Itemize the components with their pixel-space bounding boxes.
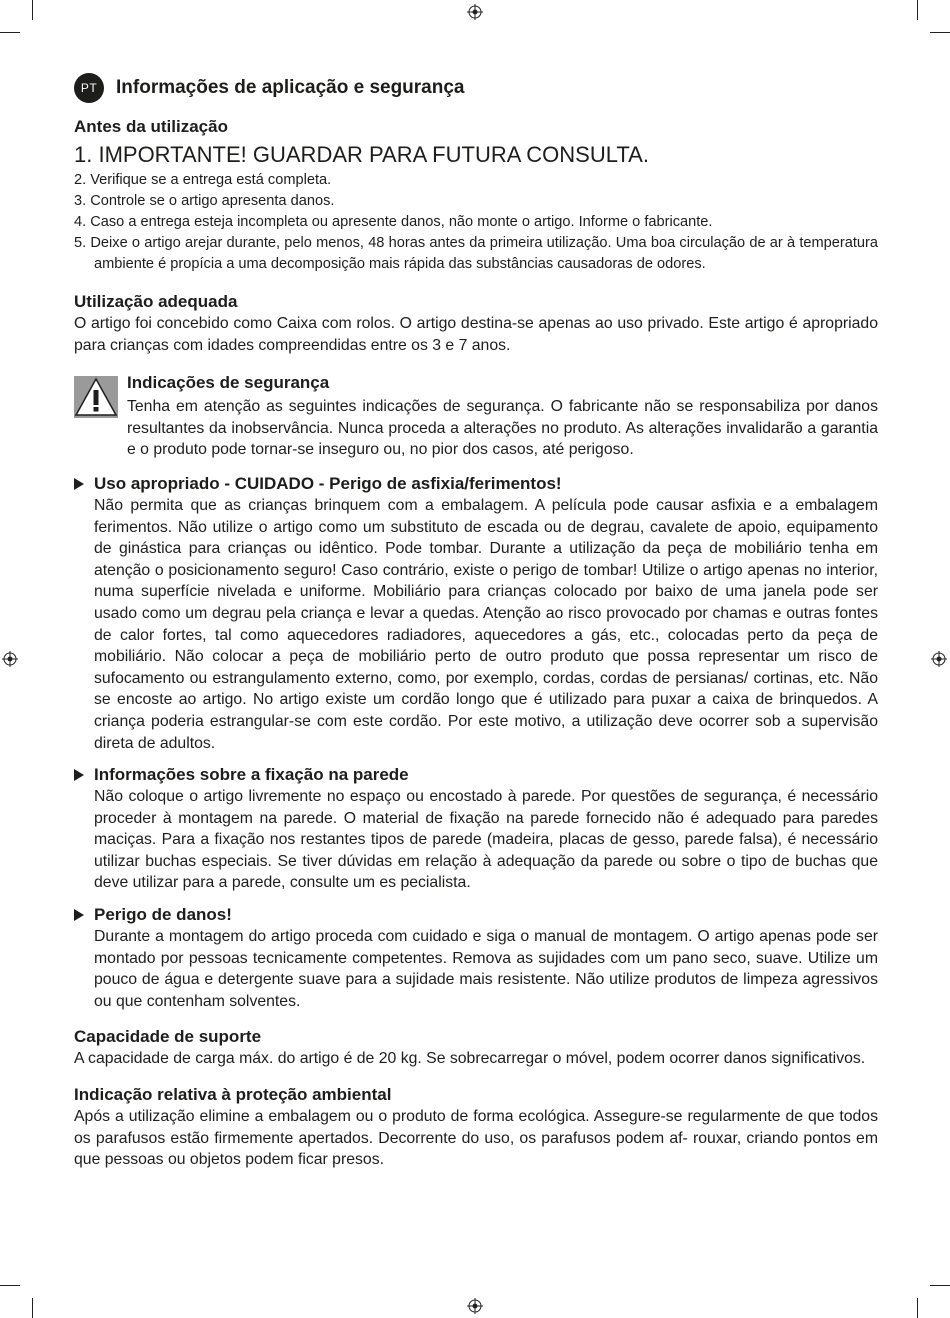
section-heading: Antes da utilização bbox=[74, 117, 228, 136]
crop-mark bbox=[917, 0, 918, 20]
crop-mark bbox=[930, 1285, 950, 1286]
page-title: Informações de aplicação e segurança bbox=[116, 77, 465, 98]
section-heading: Indicações de segurança bbox=[127, 373, 330, 393]
registration-mark-icon bbox=[2, 651, 18, 667]
list-item: 2. Verifique se a entrega está completa. bbox=[74, 172, 332, 188]
bullet-triangle-icon bbox=[74, 478, 84, 490]
warning-text: Não coloque o artigo livremente no espaço ou encostado à parede. Por questões de segurança, é necessário proceder à montagem na parede. O material de fixação na parede fornecido não é adequado para paredes maciças. Para a fixação nos restantes tipos de parede (madeira, placas de gesso, parede falsa), é necessário utilizar buchas especiais. Se tiver dúvidas em relação à adequação da parede ou sobre o tipo de buchas que deve utilizar para a parede, consulte um es pecialista. bbox=[94, 788, 878, 892]
warning-damage bbox=[74, 904, 878, 1012]
environment-section bbox=[74, 1084, 878, 1171]
warning-heading: Informações sobre a fixação na parede bbox=[94, 765, 409, 785]
crop-mark bbox=[0, 1285, 20, 1286]
section-text: Tenha em atenção as seguintes indicações de segurança. O fabricante não se responsabiliza por danos resultantes da inobservância. Nunca proceda a alterações no produto. As alterações invalidarão a garantia e o produto pode tornar-se inseguro ou, no pior dos casos, até perigoso. bbox=[127, 398, 878, 459]
safety-section bbox=[74, 372, 878, 461]
registration-mark-icon bbox=[931, 651, 947, 667]
list-item: 4. Caso a entrega esteja incompleta ou apresente danos, não monte o artigo. Informe o fabricante. bbox=[74, 214, 713, 230]
crop-mark bbox=[32, 0, 33, 20]
section-heading: Indicação relativa à proteção ambiental bbox=[74, 1085, 392, 1105]
warning-heading: Uso apropriado - CUIDADO - Perigo de asfixia/ferimentos! bbox=[94, 473, 562, 493]
crop-mark bbox=[917, 1298, 918, 1318]
list-item: 1. IMPORTANTE! GUARDAR PARA FUTURA CONSULTA. bbox=[74, 142, 649, 167]
list-item: 3. Controle se o artigo apresenta danos. bbox=[74, 193, 335, 209]
section-heading: Utilização adequada bbox=[74, 292, 238, 311]
section-text: O artigo foi concebido como Caixa com rolos. O artigo destina-se apenas ao uso privado. Este artigo é apropriado para crianças com idades compreendidas entre os 3 e 7 anos. bbox=[74, 315, 878, 354]
crop-mark bbox=[930, 32, 950, 33]
section-text: Após a utilização elimine a embalagem ou o produto de forma ecológica. Assegure-se regularmente de que todos os parafusos estão firmemente apertados. Decorrente do uso, os parafusos podem af- rouxar, criando pontos em que pessoas ou objetos podem ficar presos. bbox=[74, 1108, 878, 1169]
language-badge: PT bbox=[74, 73, 104, 103]
proper-use-section bbox=[74, 291, 878, 356]
warning-heading: Perigo de danos! bbox=[94, 905, 232, 925]
section-heading: Capacidade de suporte bbox=[74, 1027, 262, 1047]
bullet-triangle-icon bbox=[74, 909, 84, 921]
registration-mark-icon bbox=[467, 1298, 483, 1314]
section-text: A capacidade de carga máx. do artigo é de 20 kg. Se sobrecarregar o móvel, podem ocorrer danos significativos. bbox=[74, 1050, 866, 1068]
list-item: 5. Deixe o artigo arejar durante, pelo menos, 48 horas antes da primeira utilização. Uma boa circulação de ar à temperatura ambiente é propícia a uma decomposição mais rápida das substâncias causadoras de odores. bbox=[74, 235, 878, 272]
warning-text: Não permita que as crianças brinquem com a embalagem. A película pode causar asfixia e a embalagem ferimentos. Não utilize o artigo como um substituto de escada ou de degrau, cavalete de apoio, equipamento de ginástica para crianças ou idêntico. Pode tombar. Durante a utilização da peça de mobiliário tenha em atenção o posicionamento seguro! Caso contrário, existe o perigo de tombar! Utilize o artigo apenas no interior, numa superfície nivelada e uniforme. Mobiliário para crianças colocado por baixo de uma janela pode ser usado como um degrau pela criança e levar a quedas. Atenção ao risco provocado por chamas e outras fontes de calor fortes, tal como aquecedores radiadores, aquecedores a gás, etc., colocadas perto da peça de mobiliário. Não colocar a peça de mobiliário perto de outro produto que possa representar um risco de sufocamento ou estrangulamento externo, como, por exemplo, cordas, cordas de persianas/ cortinas, etc. Não se encoste ao artigo. No artigo existe um cordão longo que é utilizado para puxar a caixa de brinquedos. A criança poderia estrangular-se com este cordão. Por este motivo, a utilização deve ocorrer sob a supervisão direta de adultos. bbox=[94, 496, 878, 752]
before-use-list bbox=[74, 140, 878, 275]
capacity-section bbox=[74, 1026, 878, 1070]
bullet-triangle-icon bbox=[74, 769, 84, 781]
document-content bbox=[74, 74, 878, 1171]
crop-mark bbox=[32, 1298, 33, 1318]
crop-mark bbox=[0, 32, 20, 33]
warning-triangle-icon bbox=[74, 376, 118, 418]
warning-text: Durante a montagem do artigo proceda com cuidado e siga o manual de montagem. O artigo apenas pode ser montado por pessoas tecnicamente competentes. Remova as sujidades com um pano seco, suave. Utilize um pouco de água e detergente suave para a sujidade mais resistente. Não utilize produtos de limpeza agressivos ou que contenham solventes. bbox=[94, 928, 878, 1010]
page-header bbox=[74, 74, 878, 102]
registration-mark-icon bbox=[467, 4, 483, 20]
warning-appropriate-use bbox=[74, 473, 878, 754]
before-use-section bbox=[74, 116, 878, 275]
warning-wall-fixing bbox=[74, 764, 878, 894]
